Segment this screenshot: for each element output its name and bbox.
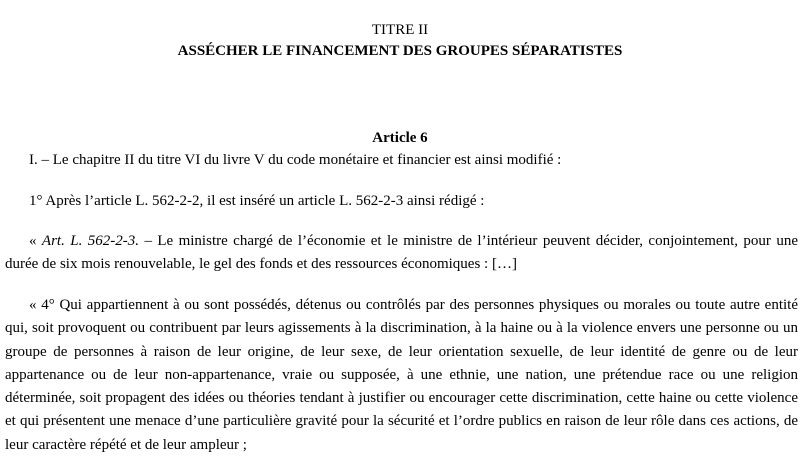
paragraph-intro: I. – Le chapitre II du titre VI du livre V du code monétaire et financier est ainsi modifié :	[29, 152, 562, 168]
article-heading: Article 6	[372, 130, 428, 146]
quote-open: «	[29, 233, 42, 249]
article-body: – Le ministre chargé de l’économie et le ministre de l’intérieur peuvent décider, conjointement, pour une durée de six mois renouvelable, le gel des fonds et des ressources économiques : […]	[5, 233, 798, 273]
titre-number: TITRE II	[371, 22, 429, 38]
titre-heading: ASSÉCHER LE FINANCEMENT DES GROUPES SÉPARATISTES	[177, 43, 623, 59]
paragraph-insertion: 1° Après l’article L. 562-2-2, il est inséré un article L. 562-2-3 ainsi rédigé :	[29, 193, 485, 209]
article-reference: Art. L. 562-2-3.	[41, 233, 140, 249]
paragraph-item-4: « 4° Qui appartiennent à ou sont possédés, détenus ou contrôlés par des personnes physiques ou morales ou toute autre entité qui, soit provoquent ou contribuent par leurs agissements à la discrimination, à la haine ou à la violence envers une personne ou un groupe de personnes à raison de leur origine, de leur sexe, de leur orientation sexuelle, de leur identité de genre ou de leur appartenance ou de leur non-appartenance, vraie ou supposée, à une ethnie, une nation, une prétendue race ou une religion déterminée, soit propagent des idées ou théories tendant à justifier ou encourager cette discrimination, cette haine ou cette violence et qui présentent une menace d’une particulière gravité pour la sécurité et l’ordre publics en raison de leur rôle dans ces actions, de leur caractère répété et de leur ampleur ;	[5, 297, 798, 453]
paragraph-article-text	[5, 230, 798, 277]
